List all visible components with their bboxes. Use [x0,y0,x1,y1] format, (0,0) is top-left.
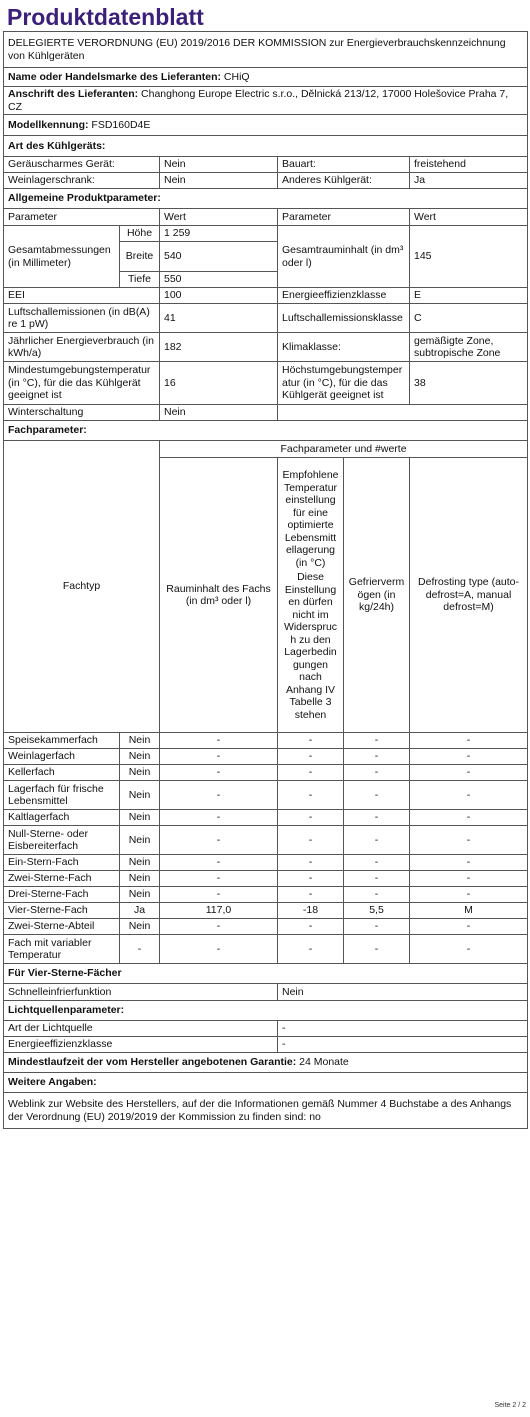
compartment-volume: - [160,871,278,887]
general-header-row [4,209,528,226]
parameter-value: C [410,304,528,333]
compartment-volume: - [160,810,278,826]
compartment-freezing: - [344,935,410,964]
dimension-label: Breite [120,242,160,272]
general-parameter-row [4,362,528,405]
compartment-defrost: - [410,887,528,903]
compartment-volume: 117,0 [160,903,278,919]
light-row [4,1021,528,1037]
supplier-address-row [4,87,528,115]
appliance-type-heading-row [4,136,528,157]
compartment-row [4,919,528,935]
dimension-label: Höhe [120,226,160,242]
compartments-group-row [4,441,528,458]
compartment-volume-header: Rauminhalt des Fachs (in dm³ oder l) [160,458,278,733]
compartment-present: - [120,935,160,964]
compartment-freezing: - [344,765,410,781]
product-data-sheet [3,0,527,1129]
four-star-heading: Für Vier-Sterne-Fächer [4,964,528,984]
dimension-value: 540 [160,242,278,272]
compartment-present: Nein [120,855,160,871]
compartment-row [4,781,528,810]
parameter-label: Jährlicher Energieverbrauch (in kWh/a) [4,333,160,362]
four-star-heading-row [4,964,528,984]
compartment-volume: - [160,919,278,935]
compartment-temperature: - [278,855,344,871]
compartment-volume: - [160,935,278,964]
compartment-defrost: - [410,935,528,964]
compartment-row [4,826,528,855]
light-row [4,1037,528,1053]
compartment-defrost: - [410,733,528,749]
compartment-name: Speisekammerfach [4,733,120,749]
parameter-value: 182 [160,333,278,362]
weblink-text: Weblink zur Website des Herstellers, auf der die Informationen gemäß Nummer 4 Buchstabe a des Anhangs der Verordnung (EU) 2019/2019 der Kommission zu finden sind: [8,1098,512,1123]
warranty-label: Mindestlaufzeit der vom Hersteller angebotenen Garantie: [8,1056,297,1069]
compartment-group-header: Fachparameter und #werte [160,441,528,458]
parameter-value: 41 [160,304,278,333]
compartment-volume: - [160,749,278,765]
compartment-present: Nein [120,919,160,935]
compartment-freezing-header: Gefriervermögen (in kg/24h) [344,458,410,733]
winter-mode-row [4,405,528,421]
light-value: - [278,1021,528,1037]
light-heading: Lichtquellenparameter: [4,1001,528,1021]
parameter-value: gemäßigte Zone, subtropische Zone [410,333,528,362]
parameter-label: Luftschallemissionsklasse [278,304,410,333]
compartment-volume: - [160,826,278,855]
compartment-name: Null-Sterne- oder Eisbereiterfach [4,826,120,855]
parameter-value: E [410,288,528,304]
compartment-name: Kellerfach [4,765,120,781]
dimension-row [4,226,528,242]
parameter-label: EEI [4,288,160,304]
dimension-label: Tiefe [120,272,160,288]
compartment-temperature: - [278,887,344,903]
compartment-type-header: Fachtyp [4,441,160,733]
column-header: Wert [160,209,278,226]
compartment-defrost: - [410,871,528,887]
compartment-row [4,733,528,749]
model-label: Modellkennung: [8,118,89,131]
total-volume-label: Gesamtrauminhalt (in dm³ oder l) [278,226,410,288]
compartment-name: Kaltlagerfach [4,810,120,826]
compartment-temperature: - [278,781,344,810]
appliance-type-value: Nein [160,157,278,173]
compartment-row [4,810,528,826]
compartment-volume: - [160,781,278,810]
parameter-value: 38 [410,362,528,405]
parameter-value: 16 [160,362,278,405]
compartment-volume: - [160,733,278,749]
supplier-name-label: Name oder Handelsmarke des Lieferanten: [8,70,221,83]
general-parameter-row [4,288,528,304]
compartment-freezing: - [344,749,410,765]
warranty-value: 24 Monate [299,1056,349,1069]
compartment-freezing: - [344,810,410,826]
compartment-name: Ein-Stern-Fach [4,855,120,871]
compartment-present: Nein [120,826,160,855]
compartment-freezing: - [344,887,410,903]
parameter-label: Luftschallemissionen (in dB(A) re 1 pW) [4,304,160,333]
appliance-type-row [4,157,528,173]
fast-freeze-label: Schnelleinfrierfunktion [4,984,278,1001]
appliance-type-value: Ja [410,173,528,189]
compartment-row [4,903,528,919]
compartment-present: Nein [120,733,160,749]
compartment-temperature: - [278,765,344,781]
compartment-name: Zwei-Sterne-Fach [4,871,120,887]
compartment-freezing: - [344,781,410,810]
winter-mode-value: Nein [160,405,278,421]
compartment-defrost: M [410,903,528,919]
warranty-row [4,1053,528,1073]
compartment-present: Nein [120,765,160,781]
page-number: Seite 2 / 2 [494,1402,526,1409]
compartment-name: Lagerfach für frische Lebensmittel [4,781,120,810]
dimension-value: 550 [160,272,278,288]
model-value: FSD160D4E [91,118,151,131]
dimension-value: 1 259 [160,226,278,242]
compartment-name: Drei-Sterne-Fach [4,887,120,903]
compartment-temperature: - [278,919,344,935]
appliance-type-value: freistehend [410,157,528,173]
general-parameter-row [4,304,528,333]
compartment-temperature: - [278,749,344,765]
more-info-heading-row [4,1073,528,1093]
more-info-row [4,1093,528,1129]
compartment-row [4,749,528,765]
regulation-text: DELEGIERTE VERORDNUNG (EU) 2019/2016 DER KOMMISSION zur Energieverbrauchskennzeichnung von Kühlgeräten [4,32,528,68]
general-heading-row [4,189,528,209]
compartments-heading: Fachparameter: [4,421,528,441]
supplier-name-value: CHiQ [223,70,250,83]
compartment-temperature: -18 [278,903,344,919]
dimensions-label: Gesamtabmessungen (in Millimeter) [4,226,120,288]
parameter-label: Energieeffizienzklasse [278,288,410,304]
parameter-label: Mindestumgebungstemperatur (in °C), für die das Kühlgerät geeignet ist [4,362,160,405]
compartment-freezing: - [344,871,410,887]
compartment-freezing: - [344,855,410,871]
appliance-type-label: Anderes Kühlgerät: [278,173,410,189]
fast-freeze-row [4,984,528,1001]
compartment-row [4,887,528,903]
light-label: Energieeffizienzklasse [4,1037,278,1053]
compartment-defrost-header: Defrosting type (auto-defrost=A, manual defrost=M) [410,458,528,733]
appliance-type-row [4,173,528,189]
compartment-row [4,855,528,871]
compartment-present: Nein [120,871,160,887]
compartment-present: Nein [120,781,160,810]
winter-mode-label: Winterschaltung [4,405,160,421]
compartment-present: Nein [120,887,160,903]
compartment-defrost: - [410,826,528,855]
appliance-type-value: Nein [160,173,278,189]
compartment-freezing: - [344,733,410,749]
compartment-row [4,935,528,964]
compartment-row [4,765,528,781]
total-volume-value: 145 [410,226,528,288]
compartment-name: Zwei-Sterne-Abteil [4,919,120,935]
light-heading-row [4,1001,528,1021]
regulation-row [4,32,528,68]
appliance-type-label: Weinlagerschrank: [4,173,160,189]
compartments-heading-row [4,421,528,441]
light-value: - [278,1037,528,1053]
compartment-freezing: - [344,826,410,855]
compartment-temperature: - [278,810,344,826]
compartment-defrost: - [410,749,528,765]
compartment-name: Fach mit variabler Temperatur [4,935,120,964]
parameter-value: 100 [160,288,278,304]
appliance-type-heading: Art des Kühlgeräts: [4,136,528,157]
supplier-name-row [4,68,528,87]
supplier-address-label: Anschrift des Lieferanten: [8,88,139,100]
appliance-type-label: Geräuscharmes Gerät: [4,157,160,173]
compartment-temperature: - [278,733,344,749]
compartment-volume: - [160,887,278,903]
compartment-temperature-note: Diese Einstellungen dürfen nicht im Widerspruch zu den Lagerbedingungen nach Anhang IV Tabelle 3 stehen [283,571,338,721]
compartment-temperature: - [278,826,344,855]
parameter-label: Klimaklasse: [278,333,410,362]
compartment-row [4,871,528,887]
compartment-freezing: - [344,919,410,935]
compartment-defrost: - [410,855,528,871]
compartment-defrost: - [410,781,528,810]
compartment-defrost: - [410,810,528,826]
more-info-heading: Weitere Angaben: [4,1073,528,1093]
compartment-volume: - [160,855,278,871]
compartment-volume: - [160,765,278,781]
compartment-name: Vier-Sterne-Fach [4,903,120,919]
sheet-table [3,31,528,1129]
supplier-address-value: Changhong Europe Electric s.r.o., Dělnická 213/12, 17000 Holešovice Praha 7, CZ [8,88,509,113]
compartment-temperature: - [278,935,344,964]
page-title: Produktdatenblatt [7,4,204,30]
weblink-value: no [309,1110,321,1123]
compartment-present: Nein [120,810,160,826]
column-header: Parameter [4,209,160,226]
compartment-present: Nein [120,749,160,765]
compartment-temperature-header: Empfohlene Temperatureinstellung für eine optimierte Lebensmittellagerung (in °C) [282,469,339,569]
compartment-defrost: - [410,765,528,781]
fast-freeze-value: Nein [278,984,528,1001]
column-header: Parameter [278,209,410,226]
compartment-present: Ja [120,903,160,919]
compartment-name: Weinlagerfach [4,749,120,765]
general-parameter-row [4,333,528,362]
general-heading: Allgemeine Produktparameter: [4,189,528,209]
model-row [4,115,528,136]
parameter-label: Höchstumgebungstemperatur (in °C), für die das Kühlgerät geeignet ist [278,362,410,405]
compartment-freezing: 5,5 [344,903,410,919]
compartment-defrost: - [410,919,528,935]
appliance-type-label: Bauart: [278,157,410,173]
light-label: Art der Lichtquelle [4,1021,278,1037]
compartment-temperature: - [278,871,344,887]
column-header: Wert [410,209,528,226]
